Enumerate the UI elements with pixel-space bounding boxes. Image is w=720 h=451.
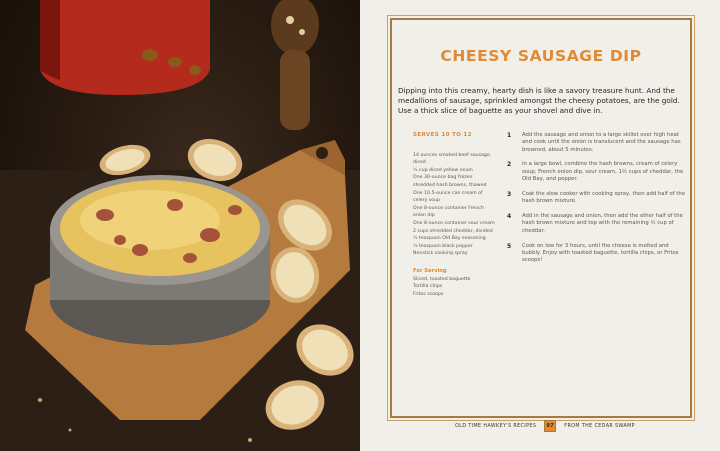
ingredient-item: 14 ounces smoked beef sausage, diced bbox=[413, 152, 492, 166]
ingredient-item: One 30-ounce bag frozen shredded hash browns, thawed bbox=[413, 175, 487, 188]
recipe-page bbox=[360, 0, 720, 451]
recipe-step bbox=[507, 191, 685, 206]
ingredient-item: Nonstick cooking spray bbox=[413, 251, 468, 257]
recipe-intro: Dipping into this creamy, hearty dish is like a savory treasure hunt. And the medallions of sausage, sprinkled amongst the cheesy potatoes, are the gold. Use a thick slice of baguette as your shovel and dive in. bbox=[398, 86, 680, 116]
step-number: 2 bbox=[507, 161, 512, 169]
step-number: 5 bbox=[507, 242, 512, 250]
step-text: In a large bowl, combine the hash browns, cream of celery soup, French onion dip, sour cream, 1½ cups of cheddar, the Old Bay, and pepper. bbox=[522, 161, 684, 183]
serves-label: SERVES 10 TO 12 bbox=[413, 132, 472, 138]
recipe-step bbox=[507, 243, 685, 265]
recipe-step bbox=[507, 161, 685, 183]
ingredient-item: ½ teaspoon Old Bay seasoning bbox=[413, 236, 486, 242]
recipe-title: CHEESY SAUSAGE DIP bbox=[440, 47, 642, 65]
ingredient-item: 2 cups shredded cheddar, divided bbox=[413, 228, 493, 234]
ingredient-item: ¼ teaspoon black pepper bbox=[413, 243, 473, 249]
step-number: 1 bbox=[507, 132, 512, 139]
ingredients-column bbox=[413, 132, 495, 298]
ingredient-item: One 10.5-ounce can cream of celery soup bbox=[413, 190, 483, 204]
recipe-step bbox=[507, 213, 685, 235]
step-text: Coat the slow cooker with cooking spray, then add half of the hash brown mixture. bbox=[522, 190, 686, 205]
ingredient-item: ½ cup diced yellow onion bbox=[413, 167, 473, 173]
step-text: Cook on low for 3 hours, until the cheese is melted and bubbly. Enjoy with toasted baguette, tortilla chips, or Fritos scoops! bbox=[522, 242, 679, 264]
page-number: 97 bbox=[544, 420, 556, 432]
step-number: 3 bbox=[507, 190, 512, 198]
serving-item: Tortilla chips bbox=[413, 284, 443, 290]
slow-cooker bbox=[40, 0, 210, 95]
for-serving-heading: For Serving bbox=[413, 267, 447, 274]
recipe-step bbox=[507, 132, 685, 154]
steps-column bbox=[507, 132, 685, 272]
footer-book-title: OLD TIME HAWKEY'S RECIPES bbox=[455, 423, 537, 429]
serving-item: Sliced, toasted baguette bbox=[413, 276, 471, 282]
ingredient-item: One 8-ounce container sour cream bbox=[413, 220, 495, 226]
serving-item: Fritos scoops bbox=[413, 291, 444, 297]
page-footer bbox=[400, 419, 690, 433]
ingredient-item: One 8-ounce container French onion dip bbox=[413, 205, 484, 219]
step-text: Add in the sausage and onion, then add the other half of the hash brown mixture and top with the remaining ½ cup of cheddar. bbox=[522, 213, 683, 234]
step-number: 4 bbox=[507, 213, 512, 221]
wooden-figurine bbox=[271, 0, 319, 55]
footer-section: FROM THE CEDAR SWAMP bbox=[564, 423, 635, 429]
step-text: Add the sausage and onion to a large skillet over high heat and cook until the onion is translucent and the sausage has browned, about 5 minutes. bbox=[522, 132, 681, 153]
